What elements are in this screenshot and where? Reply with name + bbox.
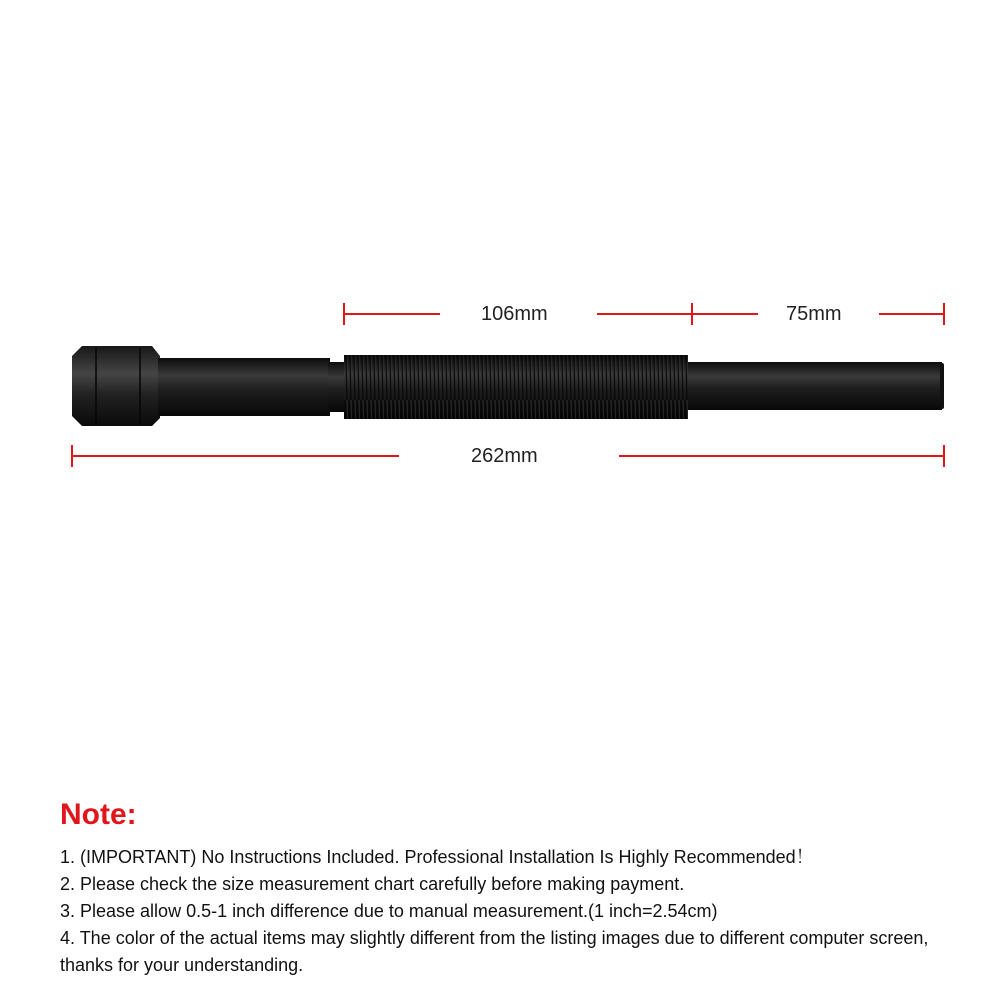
dimension-label-overall: 262mm (471, 445, 538, 467)
note-item-3: 3. Please allow 0.5-1 inch difference due to manual measurement.(1 inch=2.54cm) (60, 901, 718, 921)
dimension-label-threaded: 106mm (481, 303, 548, 325)
note-item-4: 4. The color of the actual items may slightly different from the listing images due to different computer screen, thanks for your understanding. (60, 928, 929, 975)
puller-bolt-image (72, 346, 944, 426)
dimension-label-tip: 75mm (786, 303, 842, 325)
note-item-2: 2. Please check the size measurement chart carefully before making payment. (60, 874, 685, 894)
hex-head (72, 346, 160, 426)
tip-shaft (688, 362, 942, 410)
note-list (60, 844, 980, 979)
note-item-1: 1. (IMPORTANT) No Instructions Included. Professional Installation Is Highly Recommended！ (60, 847, 814, 867)
note-title: Note: (60, 798, 137, 831)
smooth-shank (158, 358, 330, 416)
note-section (60, 798, 980, 979)
